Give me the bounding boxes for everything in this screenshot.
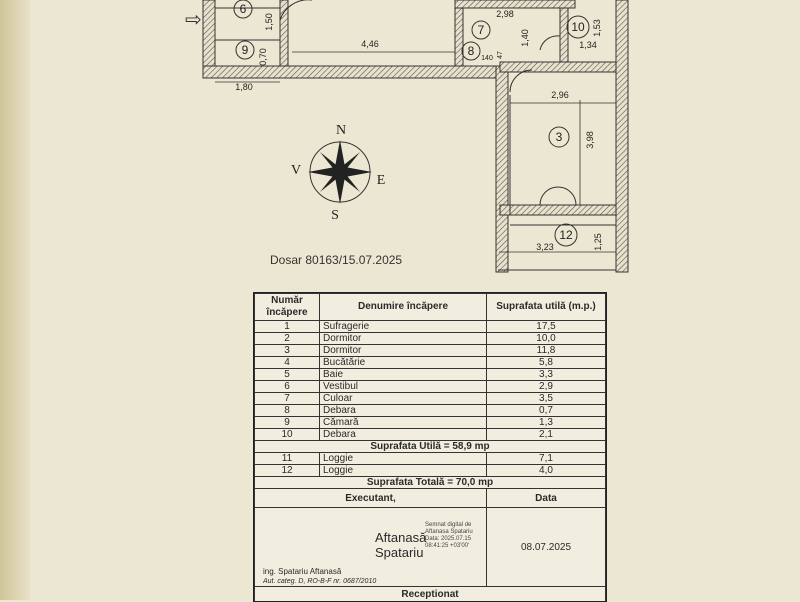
dim-140b: 140 <box>481 55 493 62</box>
table-row <box>255 417 606 429</box>
table-cell-area: 5,8 <box>487 357 606 369</box>
table-cell-area: 2,9 <box>487 381 606 393</box>
room-label-9: 9 <box>241 43 249 57</box>
table-cell-name: Cămară <box>320 417 487 429</box>
col-header-number: Număr încăpere <box>255 294 320 321</box>
table-cell-num: 2 <box>255 333 320 345</box>
table-cell-num: 6 <box>255 381 320 393</box>
table-cell-num: 9 <box>255 417 320 429</box>
table-cell-name: Baie <box>320 369 487 381</box>
table-cell-num: 12 <box>255 465 320 477</box>
dim-398: 3,98 <box>585 131 595 149</box>
table-row <box>255 381 606 393</box>
reception-label: Receptionat <box>255 587 606 602</box>
col-header-area: Suprafata utilă (m.p.) <box>487 294 606 321</box>
table-row <box>255 369 606 381</box>
floor-plan <box>0 0 800 280</box>
table-cell-name: Dormitor <box>320 333 487 345</box>
compass-s: S <box>331 208 339 223</box>
table-cell-name: Culoar <box>320 393 487 405</box>
table-row <box>255 429 606 441</box>
dim-125: 1,25 <box>593 233 603 251</box>
room-label-3: 3 <box>555 130 563 144</box>
table-cell-area: 1,3 <box>487 417 606 429</box>
data-label: Data <box>487 489 606 508</box>
signature-date: 08.07.2025 <box>487 508 606 587</box>
dim-140a: 1,40 <box>520 29 530 47</box>
room-label-7: 7 <box>477 23 485 37</box>
authorization-number: Aut. categ. D, RO-B-F nr. 0687/2010 <box>263 578 377 585</box>
table-row <box>255 333 606 345</box>
dim-446: 4,46 <box>361 39 379 49</box>
table-cell-name: Loggie <box>320 465 487 477</box>
table-cell-area: 7,1 <box>487 453 606 465</box>
signature-name-1: Aftanasă <box>375 530 427 545</box>
dim-153: 1,53 <box>592 19 602 37</box>
dim-180: 1,80 <box>235 82 253 92</box>
digital-signature-note: Semnat digital de Aftanasa Spatariu Data: 2025.07.15 08:41:25 +03'00' <box>425 522 473 549</box>
compass-rose-icon <box>308 140 372 204</box>
table-cell-name: Dormitor <box>320 345 487 357</box>
executant-label: Executant, <box>255 489 487 508</box>
table-cell-area: 10,0 <box>487 333 606 345</box>
col-header-name: Denumire încăpere <box>320 294 487 321</box>
table-cell-name: Sufragerie <box>320 321 487 333</box>
signature-name-2: Spatariu <box>375 545 424 560</box>
table-row <box>255 405 606 417</box>
grand-total: Suprafata Totală = 70,0 mp <box>255 477 606 489</box>
table-row <box>255 453 606 465</box>
dim-47: 47 <box>497 51 504 59</box>
table-cell-area: 17,5 <box>487 321 606 333</box>
compass-v: V <box>290 163 302 178</box>
room-label-8: 8 <box>467 44 475 58</box>
entry-arrow-icon: ⇨ <box>185 9 202 31</box>
table-row <box>255 393 606 405</box>
room-label-10: 10 <box>571 20 585 34</box>
table-row <box>255 321 606 333</box>
dim-298: 2,98 <box>496 9 514 19</box>
dim-323: 3,23 <box>536 242 554 252</box>
table-cell-name: Bucătărie <box>320 357 487 369</box>
table-row <box>255 465 606 477</box>
table-cell-num: 1 <box>255 321 320 333</box>
engineer-name: ing. Spatariu Aftanasă <box>263 567 342 576</box>
table-cell-name: Debara <box>320 405 487 417</box>
table-cell-area: 3,3 <box>487 369 606 381</box>
table-cell-num: 11 <box>255 453 320 465</box>
table-cell-num: 4 <box>255 357 320 369</box>
table-cell-area: 0,7 <box>487 405 606 417</box>
table-cell-num: 10 <box>255 429 320 441</box>
dim-070: 0,70 <box>258 48 268 66</box>
table-cell-num: 3 <box>255 345 320 357</box>
table-row <box>255 345 606 357</box>
table-cell-area: 3,5 <box>487 393 606 405</box>
table-cell-num: 5 <box>255 369 320 381</box>
compass-e: E <box>376 173 386 188</box>
dim-150: 1,50 <box>264 13 274 31</box>
compass-n: N <box>335 123 347 138</box>
table-cell-area: 11,8 <box>487 345 606 357</box>
table-cell-name: Vestibul <box>320 381 487 393</box>
table-cell-area: 2,1 <box>487 429 606 441</box>
dim-134: 1,34 <box>579 40 597 50</box>
table-cell-num: 7 <box>255 393 320 405</box>
signature-cell <box>255 508 487 587</box>
table-cell-area: 4,0 <box>487 465 606 477</box>
room-label-12: 12 <box>559 228 573 242</box>
table-row <box>255 357 606 369</box>
useful-total: Suprafata Utilă = 58,9 mp <box>255 441 606 453</box>
table-cell-name: Loggie <box>320 453 487 465</box>
area-table <box>253 292 607 602</box>
table-cell-name: Debara <box>320 429 487 441</box>
table-cell-num: 8 <box>255 405 320 417</box>
dosar-number: Dosar 80163/15.07.2025 <box>270 253 403 267</box>
room-label-6: 6 <box>239 2 247 16</box>
dim-296: 2,96 <box>551 90 569 100</box>
